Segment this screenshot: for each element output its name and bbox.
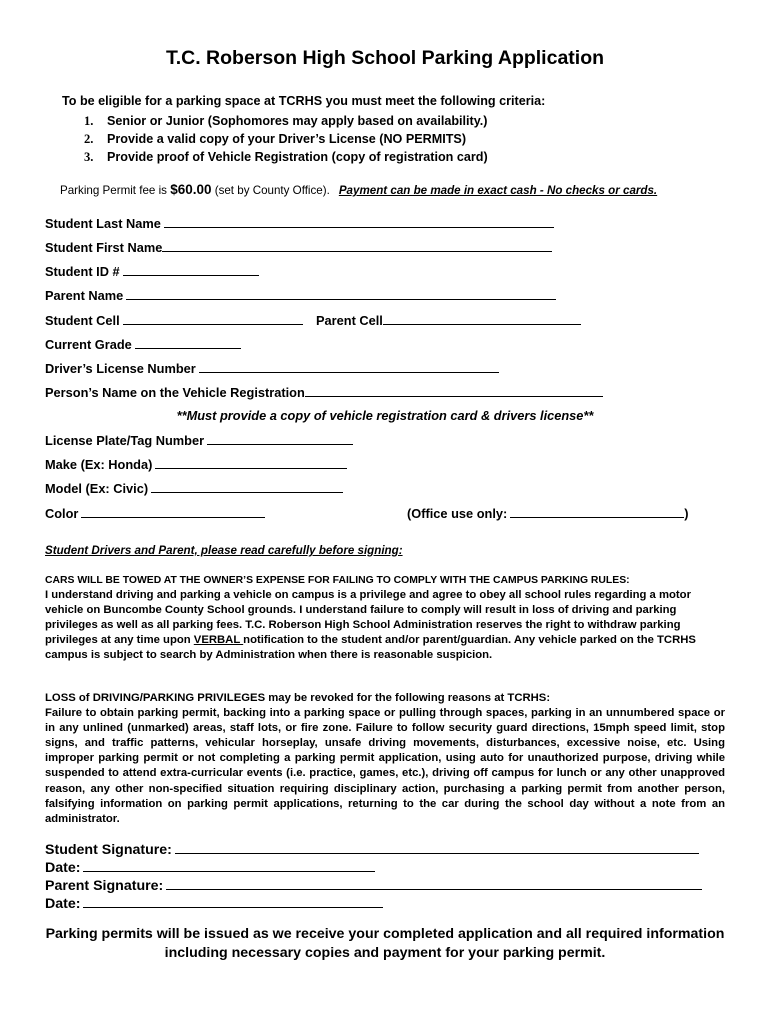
color-line[interactable]	[81, 506, 265, 518]
color-field[interactable]	[45, 506, 265, 521]
parent-signature-label: Parent Signature:	[45, 878, 164, 894]
office-use-label: (Office use only:	[407, 506, 508, 521]
towing-body-start: I understand driving and parking a vehicle on campus is a privilege and agree to obey all school rules regarding a motor vehicle on Buncombe County School grounds. I understand failure to comply will result in loss of driving and parking privileges as well as all parking fees. T.C. Roberson High School Administration reserves the right to withdraw parking privileges at any time upon	[45, 589, 691, 647]
loss-body: Failure to obtain parking permit, backing into a parking space or pulling through spaces, parking in an unnumbered space or in any unlined (unmarked) areas, staff lots, or fire zone. Failure to follow security guard directions, 15mph speed limit, stop signs, and traffic patterns, vehicular horseplay, unsafe driving movements, disturbances, excessive noise, etc. Using improper parking permit or not completing a parking permit application, using auto for unauthorized purpose, driving while suspended to attend extra-curricular events (i.e. practice, games, etc.), driving off campus for lunch or any other unapproved reason, any other non-specified situation requiring disciplinary action, purchasing a parking permit from another person, falsifying information on parking permit applications, returning to the car during the school day without a note from an administrator.	[45, 707, 725, 825]
make-field[interactable]	[45, 457, 347, 472]
criteria-text: Provide proof of Vehicle Registration (copy of registration card)	[107, 150, 488, 164]
must-provide-note: **Must provide a copy of vehicle registration card & drivers license**	[176, 408, 594, 423]
last-name-line[interactable]	[164, 216, 554, 228]
parent-cell-field[interactable]	[316, 313, 581, 328]
payment-note: Payment can be made in exact cash - No checks or cards.	[338, 184, 658, 197]
fee-line	[60, 182, 657, 197]
last-name-label: Student Last Name	[45, 216, 161, 231]
office-use-field[interactable]	[407, 506, 689, 521]
loss-paragraph	[45, 691, 725, 827]
student-signature-field[interactable]	[45, 840, 699, 858]
color-label: Color	[45, 506, 79, 521]
make-line[interactable]	[155, 457, 347, 469]
parent-date-line[interactable]	[83, 894, 383, 908]
parent-name-field[interactable]	[45, 288, 556, 303]
criteria-number: 1.	[84, 114, 94, 128]
fee-amount: $60.00	[170, 182, 212, 197]
criteria-number: 2.	[84, 132, 94, 146]
student-id-line[interactable]	[123, 264, 259, 276]
license-number-line[interactable]	[199, 361, 499, 373]
criteria-list	[84, 112, 488, 166]
student-date-line[interactable]	[83, 858, 375, 872]
grade-field[interactable]	[45, 337, 241, 352]
student-id-label: Student ID #	[45, 264, 120, 279]
student-cell-line[interactable]	[123, 313, 303, 325]
registration-name-line[interactable]	[305, 385, 603, 397]
criteria-text: Provide a valid copy of your Driver’s License (NO PERMITS)	[107, 132, 467, 146]
license-number-field[interactable]	[45, 361, 499, 376]
plate-field[interactable]	[45, 433, 353, 448]
model-line[interactable]	[151, 481, 343, 493]
student-signature-label: Student Signature:	[45, 842, 172, 858]
first-name-label: Student First Name	[45, 240, 163, 255]
student-date-field[interactable]	[45, 858, 375, 876]
office-use-line[interactable]	[510, 506, 684, 518]
grade-line[interactable]	[135, 337, 241, 349]
fee-prefix: Parking Permit fee is	[60, 184, 171, 197]
loss-heading: LOSS of DRIVING/PARKING PRIVILEGES may be revoked for the following reasons at TCRHS:	[45, 692, 551, 704]
parent-date-field[interactable]	[45, 894, 383, 912]
registration-name-label: Person’s Name on the Vehicle Registration	[45, 385, 305, 400]
parent-name-line[interactable]	[126, 288, 556, 300]
registration-name-field[interactable]	[45, 385, 603, 400]
towing-heading: CARS WILL BE TOWED AT THE OWNER’S EXPENSE FOR FAILING TO COMPLY WITH THE CAMPUS PARKING RULES:	[45, 575, 630, 586]
verbal-word: VERBAL	[193, 634, 244, 647]
office-use-close: )	[684, 506, 689, 521]
first-name-field[interactable]	[45, 240, 552, 255]
student-id-field[interactable]	[45, 264, 259, 279]
grade-label: Current Grade	[45, 337, 132, 352]
criteria-number: 3.	[84, 150, 94, 164]
model-label: Model (Ex: Civic)	[45, 481, 149, 496]
read-carefully-notice: Student Drivers and Parent, please read carefully before signing:	[45, 544, 403, 557]
plate-label: License Plate/Tag Number	[45, 433, 205, 448]
student-cell-field[interactable]	[45, 313, 303, 328]
parent-cell-label: Parent Cell	[316, 313, 383, 328]
list-item	[84, 112, 488, 130]
parent-signature-line[interactable]	[166, 876, 702, 890]
parent-signature-field[interactable]	[45, 876, 702, 894]
towing-body-end: notification to the student and/or parent/guardian. Any vehicle parked on the TCRHS campus is subject to search by Administration when there is reasonable suspicion.	[45, 634, 696, 662]
footer-note: Parking permits will be issued as we receive your completed application and all required information including necessary copies and payment for your parking permit.	[45, 926, 725, 961]
student-date-label: Date:	[45, 860, 81, 876]
parent-name-label: Parent Name	[45, 288, 124, 303]
student-cell-label: Student Cell	[45, 313, 120, 328]
parent-cell-line[interactable]	[383, 313, 581, 325]
student-signature-line[interactable]	[175, 840, 699, 854]
page-title: T.C. Roberson High School Parking Application	[165, 47, 605, 69]
last-name-field[interactable]	[45, 216, 554, 231]
list-item	[84, 148, 488, 166]
license-number-label: Driver’s License Number	[45, 361, 196, 376]
towing-paragraph	[45, 573, 725, 664]
fee-suffix: (set by County Office).	[211, 184, 330, 197]
model-field[interactable]	[45, 481, 343, 496]
plate-line[interactable]	[207, 433, 353, 445]
make-label: Make (Ex: Honda)	[45, 457, 153, 472]
criteria-text: Senior or Junior (Sophomores may apply based on availability.)	[107, 114, 488, 128]
list-item	[84, 130, 488, 148]
parent-date-label: Date:	[45, 896, 81, 912]
first-name-line[interactable]	[162, 240, 552, 252]
eligibility-intro: To be eligible for a parking space at TCRHS you must meet the following criteria:	[62, 94, 546, 108]
